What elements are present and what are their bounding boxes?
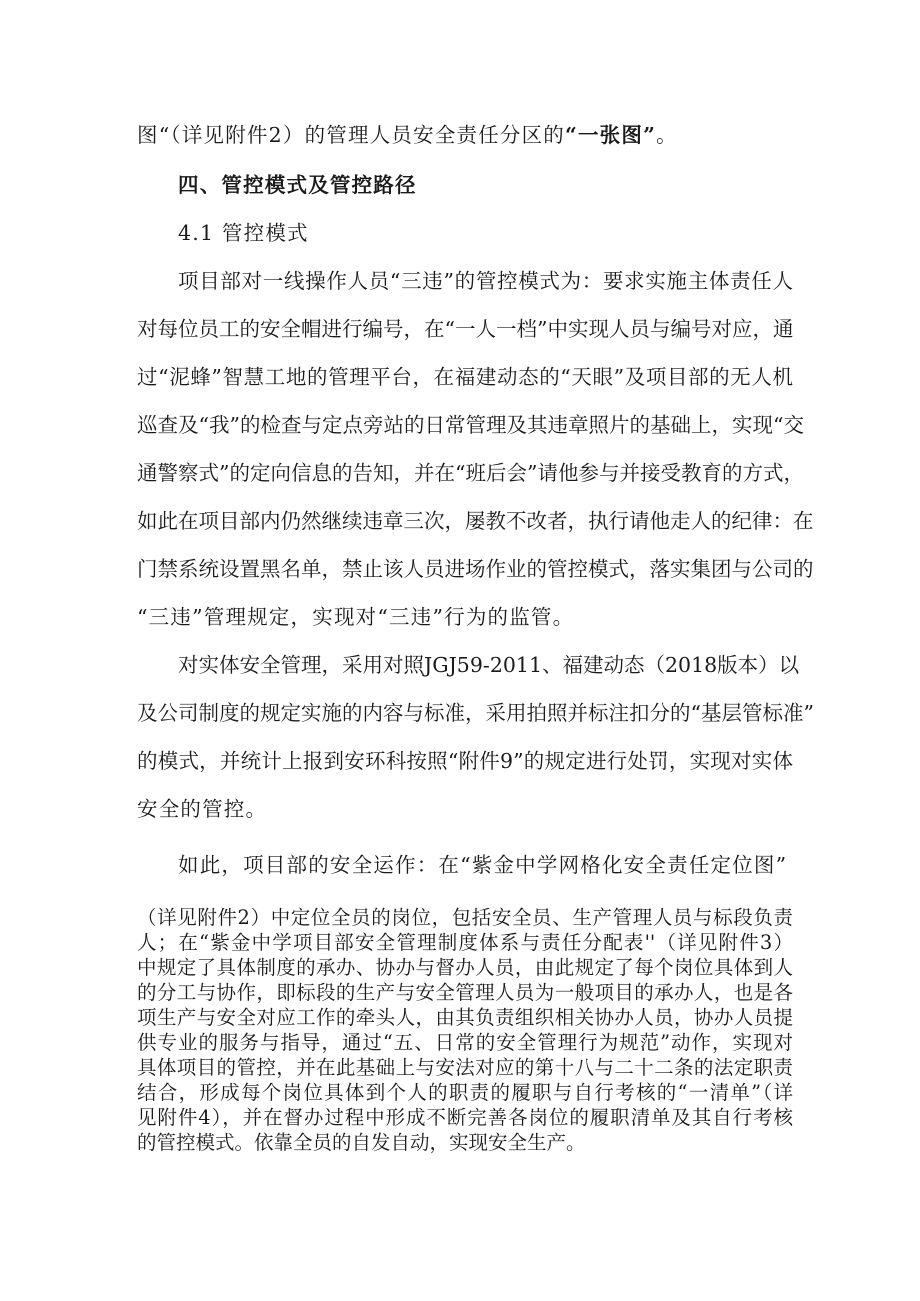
paragraph-line: 及公司制度的规定实施的内容与标准，采用拍照并标注扣分的“基层管标准”: [137, 701, 814, 725]
paragraph-line: 结合，形成每个岗位具体到个人的职责的履职与自行考核的“一清单”（详: [137, 1081, 793, 1104]
paragraph-line: 的模式，并统计上报到安环科按照“附件9”的规定进行处罚，实现对实体: [137, 749, 793, 773]
paragraph-line: 如此，项目部的安全运作：在“紫金中学网格化安全责任定位图”: [178, 853, 788, 877]
paragraph-line: 门禁系统设置黑名单，禁止该人员进场作业的管控模式，落实集团与公司的: [137, 557, 814, 581]
paragraph-line: 供专业的服务与指导，通过“五、日常的安全管理行为规范”动作，实现对: [137, 1031, 793, 1054]
paragraph-line: 项生产与安全对应工作的牵头人，由其负责组织相关协办人员，协办人员提: [137, 1006, 793, 1029]
emphasis-one-map: “一张图”: [564, 123, 657, 147]
paragraph-line: 项目部对一线操作人员“三违”的管控模式为：要求实施主体责任人: [178, 269, 793, 293]
paragraph-line: 如此在项目部内仍然继续违章三次，屡教不改者，执行请他走人的纪律：在: [137, 509, 814, 533]
paragraph-line: 对实体安全管理，采用对照JGJ59-2011、福建动态（2018版本）以: [178, 653, 800, 677]
subsection-heading-4-1: 4.1 管控模式: [178, 221, 309, 245]
paragraph-line: 通警察式”的定向信息的告知，并在“班后会”请他参与并接受教育的方式，: [137, 461, 804, 485]
paragraph-line: 巡查及“我”的检查与定点旁站的日常管理及其违章照片的基础上，实现“交: [137, 413, 804, 437]
text-line-continuation: 图“（详见附件2）的管理人员安全责任分区的“一张图”。: [137, 123, 678, 147]
paragraph-line: “三违”管理规定，实现对“三违”行为的监管。: [137, 605, 575, 629]
paragraph-line: 见附件4），并在督办过程中形成不断完善各岗位的履职清单及其自行考核: [137, 1106, 793, 1129]
paragraph-line: 具体项目的管控，并在此基础上与安法对应的第十八与二十二条的法定职责: [137, 1056, 793, 1079]
paragraph-line: 的管控模式。依靠全员的自发自动，实现安全生产。: [137, 1131, 586, 1154]
paragraph-line: 的分工与协作，即标段的生产与安全管理人员为一般项目的承办人，也是各: [137, 981, 793, 1004]
paragraph-line: 对每位员工的安全帽进行编号，在“一人一档”中实现人员与编号对应，通: [137, 317, 794, 341]
paragraph-line: （详见附件2）中定位全员的岗位，包括安全员、生产管理人员与标段负责: [137, 906, 793, 929]
paragraph-line: 安全的管控。: [137, 797, 268, 821]
paragraph-line: 中规定了具体制度的承办、协办与督办人员，由此规定了每个岗位具体到人: [137, 956, 793, 979]
section-heading-4: 四、管控模式及管控路径: [178, 173, 417, 197]
paragraph-line: 人；在“紫金中学项目部安全管理制度体系与责任分配表''（详见附件3）: [137, 931, 793, 954]
paragraph-line: 过“泥蜂”智慧工地的管理平台，在福建动态的“天眼”及项目部的无人机: [137, 365, 793, 389]
